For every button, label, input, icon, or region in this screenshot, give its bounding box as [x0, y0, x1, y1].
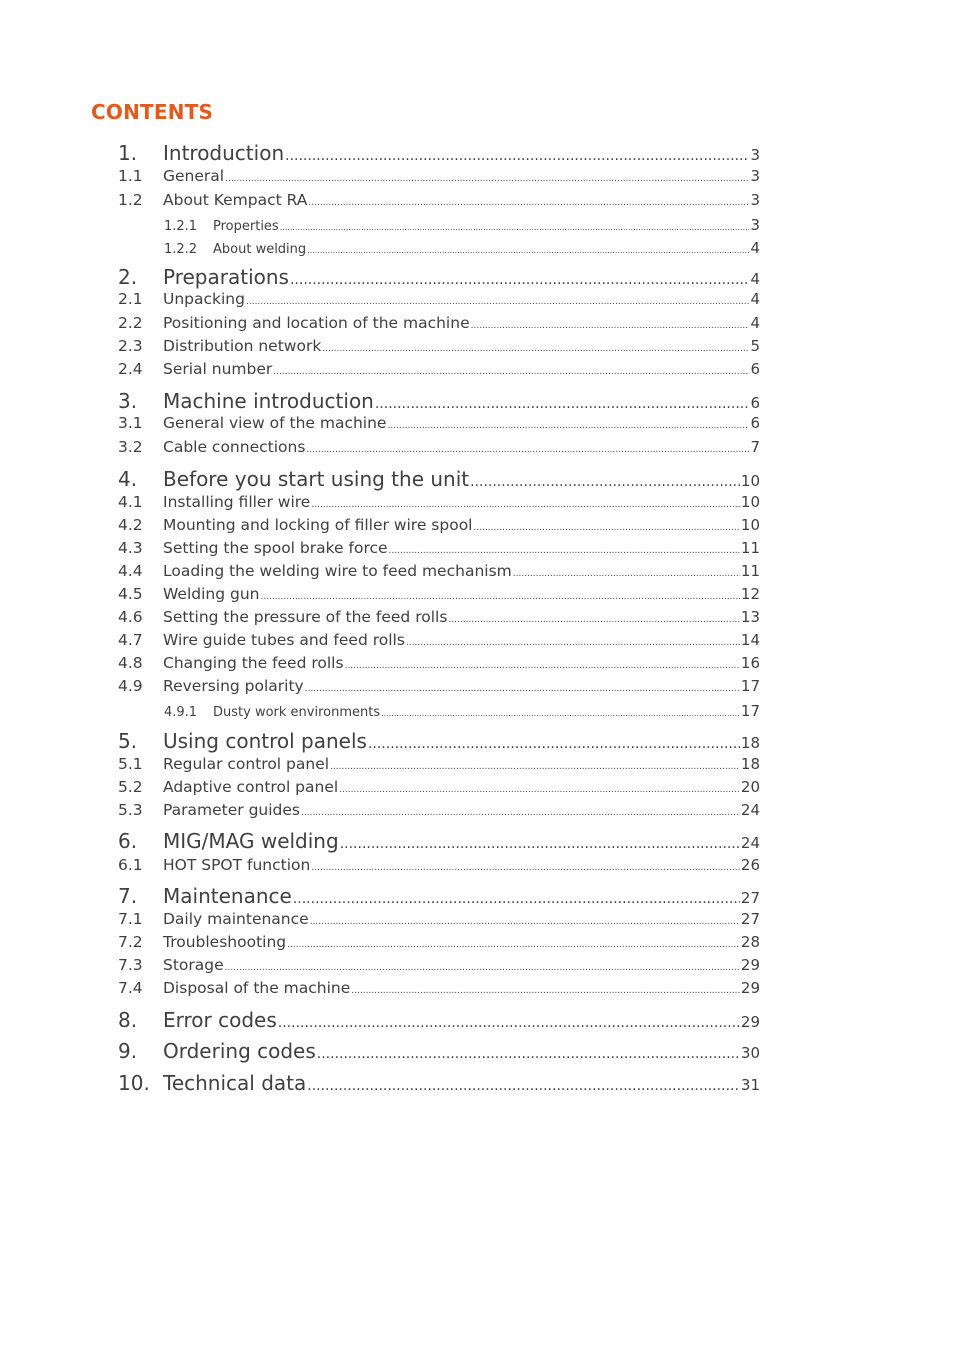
toc-entry-number: 4. [118, 467, 138, 491]
toc-leader-dots [225, 174, 749, 184]
toc-entry-page: 17 [740, 702, 760, 720]
toc-entry-number: 5.3 [118, 801, 143, 819]
toc-leader-dots [339, 785, 740, 795]
toc-leader-dots [317, 1046, 740, 1062]
toc-entry-number: 2. [118, 265, 138, 289]
toc-entry[interactable] [118, 290, 760, 312]
toc-entry[interactable] [164, 702, 760, 722]
toc-entry-title: Installing filler wire [163, 493, 311, 511]
toc-entry-page: 10 [740, 493, 760, 511]
toc-entry-page: 20 [740, 778, 760, 796]
toc-leader-dots [280, 223, 750, 232]
toc-entry-page: 11 [740, 562, 760, 580]
toc-leader-dots [305, 684, 740, 694]
toc-leader-dots [293, 891, 740, 907]
toc-entry-number: 4.3 [118, 539, 143, 557]
toc-entry-number: 4.9.1 [164, 705, 198, 720]
toc-entry-number: 4.2 [118, 516, 143, 534]
toc-entry[interactable] [118, 141, 760, 167]
toc-entry-number: 1.1 [118, 167, 143, 185]
toc-leader-dots [471, 321, 750, 331]
toc-entry[interactable] [118, 585, 760, 607]
toc-leader-dots [260, 592, 739, 602]
toc-entry-number: 7.2 [118, 933, 143, 951]
toc-entry-title: Ordering codes [163, 1039, 316, 1063]
toc-entry-page: 3 [750, 146, 760, 164]
toc-entry-number: 9. [118, 1039, 138, 1063]
toc-leader-dots [322, 344, 749, 354]
toc-entry-title: About welding [213, 242, 307, 257]
toc-entry-page: 4 [750, 270, 760, 288]
toc-entry-number: 6. [118, 829, 138, 853]
toc-entry-title: About Kempact RA [163, 191, 308, 209]
toc-entry[interactable] [164, 239, 760, 259]
toc-entry-page: 3 [750, 167, 760, 185]
toc-leader-dots [307, 246, 749, 255]
toc-entry[interactable] [118, 755, 760, 777]
toc-entry-number: 8. [118, 1008, 138, 1032]
toc-entry-number: 3.1 [118, 414, 143, 432]
toc-entry[interactable] [118, 337, 760, 359]
toc-leader-dots [340, 836, 740, 852]
toc-leader-dots [381, 709, 740, 718]
toc-entry-number: 4.1 [118, 493, 143, 511]
toc-entry-page: 18 [740, 734, 760, 752]
toc-entry[interactable] [164, 216, 760, 236]
toc-entry[interactable] [118, 933, 760, 955]
toc-entry-number: 4.4 [118, 562, 143, 580]
toc-leader-dots [310, 917, 740, 927]
toc-entry[interactable] [118, 829, 760, 855]
toc-entry-title: Storage [163, 956, 224, 974]
toc-entry-page: 11 [740, 539, 760, 557]
toc-entry-page: 26 [740, 856, 760, 874]
toc-leader-dots [246, 297, 749, 307]
toc-entry-title: Troubleshooting [163, 933, 287, 951]
toc-entry-number: 2.1 [118, 290, 143, 308]
toc-entry-number: 4.5 [118, 585, 143, 603]
toc-entry-page: 14 [740, 631, 760, 649]
toc-entry-page: 4 [750, 314, 760, 332]
toc-entry-page: 13 [740, 608, 760, 626]
toc-entry-title: Maintenance [163, 884, 292, 908]
toc-entry-page: 27 [740, 889, 760, 907]
toc-entry-page: 6 [750, 360, 760, 378]
toc-entry-page: 28 [740, 933, 760, 951]
toc-leader-dots [308, 198, 749, 208]
toc-entry[interactable] [118, 729, 760, 755]
toc-entry-page: 7 [750, 438, 760, 456]
toc-entry-title: Disposal of the machine [163, 979, 351, 997]
toc-leader-dots [345, 661, 740, 671]
toc-entry-title: Dusty work environments [213, 705, 381, 720]
toc-entry-page: 29 [740, 1013, 760, 1031]
toc-entry-number: 5.2 [118, 778, 143, 796]
toc-leader-dots [306, 445, 749, 455]
toc-entry[interactable] [118, 167, 760, 189]
toc-entry-page: 30 [740, 1044, 760, 1062]
toc-entry[interactable] [118, 979, 760, 1001]
toc-entry-title: Technical data [163, 1071, 307, 1095]
toc-entry[interactable] [118, 414, 760, 436]
toc-entry[interactable] [118, 884, 760, 910]
toc-entry-title: Properties [213, 219, 279, 234]
toc-entry-number: 7.3 [118, 956, 143, 974]
toc-entry-title: Changing the feed rolls [163, 654, 344, 672]
toc-entry[interactable] [118, 654, 760, 676]
toc-entry[interactable] [118, 438, 760, 460]
toc-leader-dots [287, 940, 740, 950]
toc-entry-title: Reversing polarity [163, 677, 304, 695]
toc-leader-dots [225, 963, 740, 973]
toc-entry[interactable] [118, 608, 760, 630]
toc-entry-title: Welding gun [163, 585, 260, 603]
toc-entry-title: Regular control panel [163, 755, 330, 773]
toc-entry-page: 18 [740, 755, 760, 773]
toc-entry-title: Positioning and location of the machine [163, 314, 470, 332]
toc-entry-title: MIG/MAG welding [163, 829, 339, 853]
toc-entry-title: Machine introduction [163, 389, 374, 413]
toc-leader-dots [513, 569, 740, 579]
toc-entry-title: Setting the pressure of the feed rolls [163, 608, 448, 626]
toc-entry[interactable] [118, 1039, 760, 1065]
toc-entry-title: Parameter guides [163, 801, 300, 819]
toc-entry-page: 6 [750, 414, 760, 432]
toc-entry[interactable] [118, 562, 760, 584]
toc-entry-number: 2.2 [118, 314, 143, 332]
toc-entry-title: Before you start using the unit [163, 467, 470, 491]
toc-entry[interactable] [118, 910, 760, 932]
toc-entry-page: 3 [750, 216, 760, 234]
toc-leader-dots [474, 523, 740, 533]
toc-entry-page: 31 [740, 1076, 760, 1094]
contents-heading: CONTENTS [91, 100, 214, 124]
toc-entry-page: 4 [750, 290, 760, 308]
toc-entry-title: HOT SPOT function [163, 856, 311, 874]
toc-entry-number: 5.1 [118, 755, 143, 773]
toc-leader-dots [448, 615, 740, 625]
toc-entry-title: Unpacking [163, 290, 245, 308]
toc-entry[interactable] [118, 1008, 760, 1034]
toc-entry-page: 27 [740, 910, 760, 928]
toc-entry-number: 6.1 [118, 856, 143, 874]
toc-leader-dots [470, 474, 740, 490]
toc-entry[interactable] [118, 516, 760, 538]
toc-entry-title: Distribution network [163, 337, 322, 355]
toc-entry-number: 4.8 [118, 654, 143, 672]
toc-entry-title: General [163, 167, 225, 185]
toc-entry[interactable] [118, 956, 760, 978]
toc-entry-title: Mounting and locking of filler wire spool [163, 516, 473, 534]
toc-entry[interactable] [118, 265, 760, 291]
toc-entry-title: General view of the machine [163, 414, 387, 432]
toc-entry-number: 3.2 [118, 438, 143, 456]
toc-entry-title: Loading the welding wire to feed mechanism [163, 562, 512, 580]
toc-entry-title: Introduction [163, 141, 285, 165]
toc-entry-number: 1. [118, 141, 138, 165]
toc-entry-page: 24 [740, 801, 760, 819]
toc-leader-dots [387, 421, 749, 431]
toc-entry-page: 3 [750, 191, 760, 209]
toc-entry-number: 1.2 [118, 191, 143, 209]
toc-entry[interactable] [118, 389, 760, 415]
toc-entry-number: 5. [118, 729, 138, 753]
toc-entry-title: Setting the spool brake force [163, 539, 388, 557]
toc-entry[interactable] [118, 677, 760, 699]
toc-entry-number: 1.2.1 [164, 219, 198, 234]
toc-entry-page: 10 [740, 516, 760, 534]
toc-leader-dots [389, 546, 740, 556]
toc-entry-title: Wire guide tubes and feed rolls [163, 631, 405, 649]
toc-entry-page: 5 [750, 337, 760, 355]
toc-entry-number: 2.3 [118, 337, 143, 355]
toc-entry-page: 29 [740, 979, 760, 997]
toc-entry[interactable] [118, 1071, 760, 1097]
toc-leader-dots [351, 986, 740, 996]
toc-entry[interactable] [118, 467, 760, 493]
toc-entry-title: Error codes [163, 1008, 277, 1032]
toc-entry-title: Using control panels [163, 729, 367, 753]
toc-entry-number: 4.6 [118, 608, 143, 626]
toc-entry-title: Preparations [163, 265, 289, 289]
toc-leader-dots [307, 1078, 740, 1094]
toc-entry-page: 6 [750, 394, 760, 412]
toc-entry-page: 12 [740, 585, 760, 603]
toc-leader-dots [278, 1015, 740, 1031]
toc-leader-dots [311, 863, 740, 873]
toc-entry-number: 7. [118, 884, 138, 908]
toc-leader-dots [273, 367, 749, 377]
toc-entry[interactable] [118, 778, 760, 800]
toc-entry-title: Daily maintenance [163, 910, 309, 928]
toc-entry-number: 10. [118, 1071, 150, 1095]
toc-leader-dots [311, 500, 740, 510]
toc-entry[interactable] [118, 856, 760, 878]
toc-entry-number: 3. [118, 389, 138, 413]
toc-entry-title: Cable connections [163, 438, 306, 456]
toc-entry-page: 24 [740, 834, 760, 852]
toc-leader-dots [406, 638, 740, 648]
toc-leader-dots [368, 736, 740, 752]
toc-entry-number: 7.4 [118, 979, 143, 997]
toc-entry-title: Adaptive control panel [163, 778, 339, 796]
toc-entry-number: 7.1 [118, 910, 143, 928]
toc-entry-page: 10 [740, 472, 760, 490]
toc-entry-page: 17 [740, 677, 760, 695]
toc-entry[interactable] [118, 314, 760, 336]
toc-entry[interactable] [118, 631, 760, 653]
toc-entry[interactable] [118, 801, 760, 823]
toc-entry-number: 4.7 [118, 631, 143, 649]
toc-entry[interactable] [118, 539, 760, 561]
toc-leader-dots [330, 762, 740, 772]
toc-entry-page: 29 [740, 956, 760, 974]
toc-leader-dots [285, 148, 749, 164]
toc-leader-dots [301, 808, 740, 818]
toc-entry-page: 16 [740, 654, 760, 672]
toc-leader-dots [375, 396, 750, 412]
toc-entry-number: 2.4 [118, 360, 143, 378]
toc-entry-title: Serial number [163, 360, 273, 378]
toc-entry-number: 4.9 [118, 677, 143, 695]
toc-entry[interactable] [118, 493, 760, 515]
toc-entry[interactable] [118, 191, 760, 213]
toc-entry-number: 1.2.2 [164, 242, 198, 257]
toc-entry[interactable] [118, 360, 760, 382]
toc-entry-page: 4 [750, 239, 760, 257]
toc-leader-dots [290, 272, 749, 288]
